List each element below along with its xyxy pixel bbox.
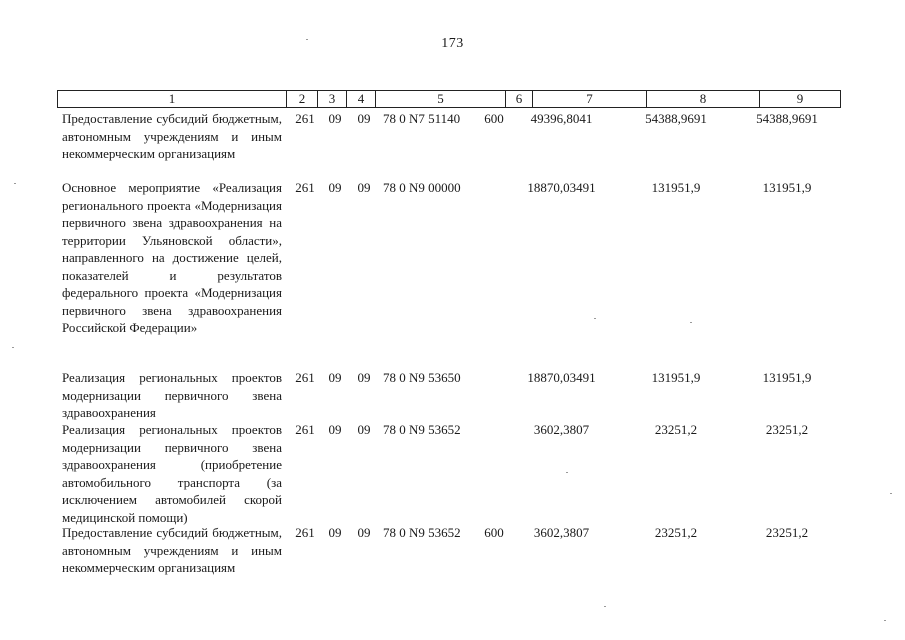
row-col-7: 49396,8041 (530, 111, 593, 126)
row-description: Предоставление субсидий бюджетным, автономным учреждениям и иным некоммерческим организациям (62, 111, 282, 161)
row-col-5: 78 0 N7 51140 (383, 111, 461, 126)
row-col-4: 09 (357, 180, 371, 195)
column-header-row (57, 90, 841, 108)
row-col-7: 18870,03491 (527, 180, 596, 195)
column-header-8: 8 (647, 91, 760, 108)
row-col-4: 09 (357, 525, 371, 540)
row-col-2: 261 (295, 422, 315, 437)
row-description: Предоставление субсидий бюджетным, автономным учреждениям и иным некоммерческим организациям (62, 525, 282, 575)
scan-speck (14, 183, 16, 184)
row-col-9: 131951,9 (762, 370, 812, 385)
row-col-5: 78 0 N9 00000 (383, 180, 461, 195)
row-col-4: 09 (357, 111, 371, 126)
row-col-9: 23251,2 (765, 422, 809, 437)
row-col-4: 09 (357, 422, 371, 437)
scan-speck (566, 472, 568, 473)
row-col-8: 131951,9 (651, 370, 701, 385)
row-col-8: 23251,2 (654, 525, 698, 540)
row-col-9: 54388,9691 (756, 111, 818, 126)
row-col-2: 261 (295, 525, 315, 540)
column-header-6: 6 (506, 91, 533, 108)
row-col-6: 600 (484, 525, 504, 540)
column-header-9: 9 (760, 91, 841, 108)
row-col-8: 131951,9 (651, 180, 701, 195)
row-col-6: 600 (484, 111, 504, 126)
row-col-5: 78 0 N9 53652 (383, 525, 461, 540)
row-description: Реализация региональных проектов модернизации первичного звена здравоохранения (62, 370, 282, 420)
row-col-7: 3602,3807 (533, 525, 590, 540)
scan-speck (594, 318, 596, 319)
row-col-7: 3602,3807 (533, 422, 590, 437)
row-col-3: 09 (328, 180, 342, 195)
row-col-5: 78 0 N9 53652 (383, 422, 461, 437)
column-header-5: 5 (376, 91, 506, 108)
row-col-2: 261 (295, 111, 315, 126)
row-col-8: 54388,9691 (645, 111, 707, 126)
scan-speck (690, 322, 692, 323)
row-col-7: 18870,03491 (527, 370, 596, 385)
scan-speck (884, 620, 886, 621)
page-number: 173 (441, 36, 464, 51)
column-header-1: 1 (58, 91, 287, 108)
row-description: Основное мероприятие «Реализация регионального проекта «Модернизация первичного звена здравоохранения на территории Ульяновской области», направленного на достижение целей, показателей и результатов федерального проекта «Модернизация первичного звена здравоохранения Российской Федерации» (62, 180, 282, 335)
row-col-5: 78 0 N9 53650 (383, 370, 461, 385)
scan-speck (604, 606, 606, 607)
row-col-3: 09 (328, 422, 342, 437)
column-header-2: 2 (287, 91, 318, 108)
row-description: Реализация региональных проектов модернизации первичного звена здравоохранения (приобретение автомобильного транспорта (за исключением автомобилей скорой медицинской помощи) (62, 422, 282, 525)
scan-speck (890, 493, 892, 494)
scan-speck (306, 39, 308, 40)
row-col-9: 23251,2 (765, 525, 809, 540)
row-col-3: 09 (328, 525, 342, 540)
scan-speck (12, 347, 14, 348)
row-col-9: 131951,9 (762, 180, 812, 195)
row-col-4: 09 (357, 370, 371, 385)
row-col-2: 261 (295, 180, 315, 195)
row-col-8: 23251,2 (654, 422, 698, 437)
row-col-3: 09 (328, 111, 342, 126)
column-header-3: 3 (318, 91, 347, 108)
row-col-3: 09 (328, 370, 342, 385)
row-col-2: 261 (295, 370, 315, 385)
column-header-7: 7 (533, 91, 647, 108)
column-header-4: 4 (347, 91, 376, 108)
